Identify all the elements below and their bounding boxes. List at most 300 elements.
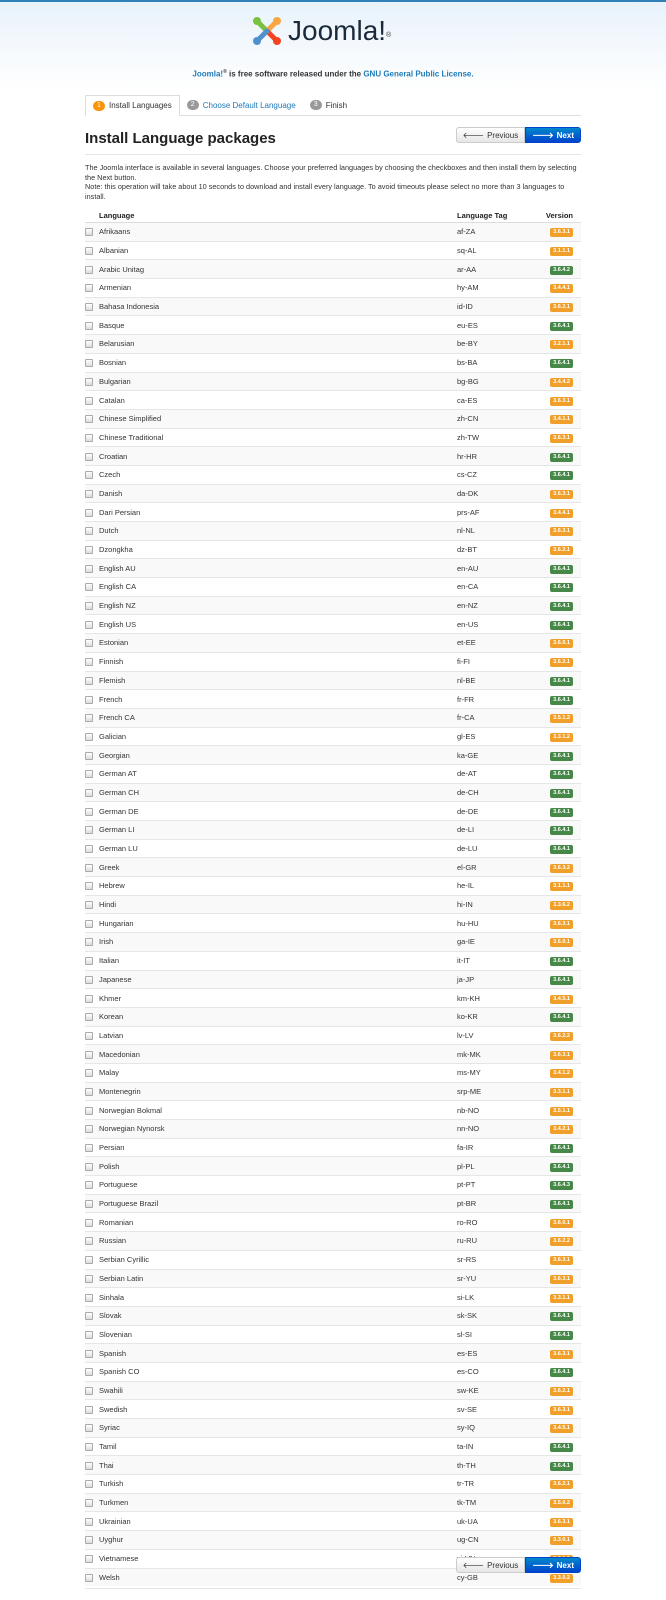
table-row [85,1007,581,1026]
language-name: Malay [99,1063,457,1082]
language-tag: fr-FR [457,690,529,709]
version-badge: 3.3.0.2 [550,1574,573,1583]
language-checkbox[interactable] [85,752,93,760]
table-row [85,783,581,802]
language-checkbox[interactable] [85,789,93,797]
language-tag: ca-ES [457,391,529,410]
table-row [85,428,581,447]
language-name: Polish [99,1157,457,1176]
language-checkbox[interactable] [85,995,93,1003]
table-row [85,409,581,428]
description [85,163,581,201]
bottom-nav [85,1557,581,1575]
language-name: Galician [99,727,457,746]
footer-divider [85,1588,581,1589]
table-row [85,391,581,410]
table-row [85,522,581,541]
language-checkbox[interactable] [85,583,93,591]
version-badge: 3.4.5.1 [550,995,573,1004]
language-checkbox[interactable] [85,303,93,311]
version-badge: 3.6.3.1 [550,527,573,536]
language-tag: mk-MK [457,1045,529,1064]
language-tag: hi-IN [457,895,529,914]
language-checkbox[interactable] [85,471,93,479]
language-name: English AU [99,559,457,578]
language-checkbox[interactable] [85,920,93,928]
language-checkbox[interactable] [85,434,93,442]
language-name: Hindi [99,895,457,914]
language-checkbox[interactable] [85,677,93,685]
tab-install-languages[interactable] [85,95,180,116]
table-row [85,652,581,671]
language-checkbox[interactable] [85,714,93,722]
language-checkbox[interactable] [85,509,93,517]
language-checkbox[interactable] [85,901,93,909]
version-badge: 3.6.4.1 [550,1013,573,1022]
header [0,2,666,90]
language-checkbox[interactable] [85,340,93,348]
table-row [85,634,581,653]
table-row [85,1400,581,1419]
tab-finish[interactable] [303,95,354,115]
language-tag: nl-NL [457,522,529,541]
language-name: Portuguese [99,1176,457,1195]
language-checkbox[interactable] [85,1219,93,1227]
language-checkbox[interactable] [85,1350,93,1358]
language-tag: zh-TW [457,428,529,447]
version-badge: 3.3.1.1 [550,1294,573,1303]
language-checkbox[interactable] [85,639,93,647]
title-row [85,120,581,154]
language-checkbox[interactable] [85,1518,93,1526]
language-checkbox[interactable] [85,228,93,236]
language-checkbox[interactable] [85,621,93,629]
table-row [85,989,581,1008]
version-badge: 3.4.4.1 [550,509,573,518]
language-name: Greek [99,858,457,877]
language-checkbox[interactable] [85,696,93,704]
language-tag: de-CH [457,783,529,802]
language-name: Uyghur [99,1531,457,1550]
language-tag: da-DK [457,484,529,503]
table-row [85,1194,581,1213]
version-badge: 3.6.4.1 [550,957,573,966]
language-tag: zh-CN [457,409,529,428]
version-badge: 3.6.4.1 [550,696,573,705]
language-tag: sr-YU [457,1269,529,1288]
tab-choose-default-language[interactable] [180,95,303,115]
version-badge: 3.3.0.1 [550,1536,573,1545]
language-name: French CA [99,708,457,727]
table-row [85,1213,581,1232]
language-name: Swedish [99,1400,457,1419]
language-checkbox[interactable] [85,322,93,330]
version-badge: 3.6.4.1 [550,677,573,686]
language-tag: hu-HU [457,914,529,933]
table-row [85,1306,581,1325]
description-text: The Joomla interface is available in several languages. Choose your preferred languages by choosing the checkboxes and then install them by selecting the Next button. [85,163,577,182]
version-badge: 3.6.4.1 [550,845,573,854]
version-badge: 3.6.0.1 [550,1219,573,1228]
step-number: 3 [310,100,322,110]
language-checkbox[interactable] [85,770,93,778]
table-row [85,802,581,821]
arrow-left-icon: 🡐 [462,1561,485,1570]
version-badge: 3.6.4.1 [550,471,573,480]
language-checkbox[interactable] [85,1256,93,1264]
version-badge: 3.1.1.1 [550,247,573,256]
language-name: Chinese Simplified [99,409,457,428]
language-tag: hy-AM [457,279,529,298]
language-checkbox[interactable] [85,1163,93,1171]
language-tag: fi-FI [457,652,529,671]
language-checkbox[interactable] [85,957,93,965]
version-badge: 3.5.1.2 [550,714,573,723]
table-row [85,260,581,279]
language-name: Persian [99,1138,457,1157]
table-row [85,1138,581,1157]
language-name: Korean [99,1007,457,1026]
language-name: Khmer [99,989,457,1008]
language-list [85,223,581,1587]
language-checkbox[interactable] [85,602,93,610]
language-name: Syriac [99,1419,457,1438]
language-tag: nb-NO [457,1101,529,1120]
language-name: Belarusian [99,335,457,354]
language-checkbox[interactable] [85,882,93,890]
language-checkbox[interactable] [85,1200,93,1208]
language-checkbox[interactable] [85,1144,93,1152]
language-checkbox[interactable] [85,1125,93,1133]
version-badge: 3.6.2.2 [550,1237,573,1246]
version-badge: 3.6.4.1 [550,826,573,835]
arrow-left-icon: 🡐 [462,131,485,140]
language-tag: de-AT [457,764,529,783]
version-badge: 3.6.0.1 [550,639,573,648]
language-checkbox[interactable] [85,1107,93,1115]
language-name: Italian [99,951,457,970]
next-button[interactable]: 🡒 Next [525,1557,581,1573]
language-checkbox[interactable] [85,1480,93,1488]
language-checkbox[interactable] [85,1013,93,1021]
table-row [85,1512,581,1531]
language-name: Turkish [99,1475,457,1494]
language-name: Norwegian Nynorsk [99,1120,457,1139]
language-checkbox[interactable] [85,1181,93,1189]
language-tag: de-LU [457,839,529,858]
table-row [85,1362,581,1381]
table-row [85,297,581,316]
version-badge: 3.6.2.2 [550,1032,573,1041]
table-header [85,209,581,223]
timeout-note: Note: this operation will take about 10 seconds to download and install every language. To avoid timeouts please select no more than 3 languages to install. [85,182,565,201]
language-name: Hebrew [99,877,457,896]
table-row [85,1344,581,1363]
language-tag: ru-RU [457,1232,529,1251]
table-row [85,615,581,634]
language-name: Flemish [99,671,457,690]
install-steps [85,95,581,116]
version-badge: 3.5.0.2 [550,1499,573,1508]
version-badge: 3.6.3.1 [550,1350,573,1359]
column-language-tag: Language Tag [457,209,529,223]
language-checkbox[interactable] [85,359,93,367]
joomla-link[interactable]: Joomla! [192,69,224,79]
license-text: is free software released under the [229,69,362,79]
table-row [85,970,581,989]
table-row [85,1045,581,1064]
language-name: Afrikaans [99,223,457,242]
table-row [85,821,581,840]
language-checkbox[interactable] [85,397,93,405]
version-badge: 3.6.3.1 [550,1256,573,1265]
language-tag: pl-PL [457,1157,529,1176]
version-badge: 3.4.5.1 [550,1424,573,1433]
language-tag: de-DE [457,802,529,821]
language-checkbox[interactable] [85,453,93,461]
language-checkbox[interactable] [85,826,93,834]
version-badge: 3.6.4.1 [550,565,573,574]
language-name: Welsh [99,1568,457,1586]
language-tag: ms-MY [457,1063,529,1082]
language-checkbox[interactable] [85,658,93,666]
language-tag: es-CO [457,1362,529,1381]
version-badge: 3.6.2.1 [550,1480,573,1489]
language-checkbox[interactable] [85,527,93,535]
license-notice: Joomla!® is free software released under the GNU General Public License. [192,69,474,79]
navigation-buttons-bottom [456,1557,581,1573]
language-name: Arabic Unitag [99,260,457,279]
language-checkbox[interactable] [85,733,93,741]
language-tag: en-US [457,615,529,634]
language-checkbox[interactable] [85,808,93,816]
table-row [85,1250,581,1269]
language-tag: hr-HR [457,447,529,466]
language-tag: tr-TR [457,1475,529,1494]
version-badge: 3.4.2.1 [550,1125,573,1134]
version-badge: 3.4.1.1 [550,415,573,424]
language-tag: cs-CZ [457,465,529,484]
version-badge: 3.6.0.1 [550,938,573,947]
table-row [85,1381,581,1400]
language-checkbox[interactable] [85,1574,93,1582]
language-name: Slovenian [99,1325,457,1344]
language-tag: bs-BA [457,353,529,372]
language-name: Spanish [99,1344,457,1363]
tab-label: Install Languages [109,101,172,110]
language-tag: fa-IR [457,1138,529,1157]
language-checkbox[interactable] [85,1406,93,1414]
language-name: Finnish [99,652,457,671]
language-name: German DE [99,802,457,821]
language-checkbox[interactable] [85,1368,93,1376]
version-badge: 3.6.4.1 [550,770,573,779]
language-name: German LI [99,821,457,840]
table-row [85,951,581,970]
language-checkbox[interactable] [85,1051,93,1059]
language-checkbox[interactable] [85,1387,93,1395]
version-badge: 3.6.4.1 [550,1462,573,1471]
language-tag: it-IT [457,951,529,970]
version-badge: 3.6.3.1 [550,1406,573,1415]
language-checkbox[interactable] [85,378,93,386]
language-name: Czech [99,465,457,484]
table-row [85,447,581,466]
language-checkbox[interactable] [85,1032,93,1040]
language-name: French [99,690,457,709]
language-tag: ka-GE [457,746,529,765]
language-name: Croatian [99,447,457,466]
language-checkbox[interactable] [85,938,93,946]
next-button[interactable]: 🡒 Next [525,127,581,143]
version-badge: 3.6.4.1 [550,1331,573,1340]
version-badge: 3.6.4.1 [550,1200,573,1209]
version-badge: 3.6.3.1 [550,920,573,929]
language-tag: sy-IQ [457,1419,529,1438]
previous-button[interactable]: 🡐 Previous [456,127,526,143]
table-row [85,279,581,298]
language-tag: sv-SE [457,1400,529,1419]
registered-mark: ® [386,31,392,39]
table-row [85,933,581,952]
version-badge: 3.6.4.1 [550,1163,573,1172]
version-badge: 3.6.3.1 [550,1275,573,1284]
version-badge: 3.6.4.1 [550,453,573,462]
language-tag: en-AU [457,559,529,578]
version-badge: 3.6.3.1 [550,228,573,237]
language-tag: fr-CA [457,708,529,727]
table-row [85,839,581,858]
version-badge: 3.6.4.2 [550,266,573,275]
language-checkbox[interactable] [85,1462,93,1470]
table-row [85,223,581,242]
language-tag: ko-KR [457,1007,529,1026]
table-row [85,503,581,522]
language-name: Hungarian [99,914,457,933]
version-badge: 3.6.4.1 [550,602,573,611]
language-checkbox[interactable] [85,1088,93,1096]
language-name: Norwegian Bokmal [99,1101,457,1120]
language-checkbox[interactable] [85,864,93,872]
previous-button[interactable]: 🡐 Previous [456,1557,526,1573]
table-row [85,727,581,746]
version-badge: 3.6.4.1 [550,1443,573,1452]
language-tag: en-NZ [457,596,529,615]
language-tag: ta-IN [457,1437,529,1456]
language-tag: es-ES [457,1344,529,1363]
table-row [85,335,581,354]
version-badge: 3.6.3.1 [550,1518,573,1527]
language-tag: en-CA [457,578,529,597]
language-table [85,209,581,1586]
language-tag: ja-JP [457,970,529,989]
version-badge: 3.6.2.1 [550,546,573,555]
language-checkbox[interactable] [85,266,93,274]
version-badge: 3.6.3.1 [550,490,573,499]
language-checkbox[interactable] [85,1443,93,1451]
language-checkbox[interactable] [85,845,93,853]
language-name: Basque [99,316,457,335]
language-name: English NZ [99,596,457,615]
table-row [85,1176,581,1195]
language-name: German AT [99,764,457,783]
version-badge: 3.6.4.1 [550,1312,573,1321]
language-tag: sq-AL [457,241,529,260]
table-row [85,1475,581,1494]
version-badge: 3.6.4.1 [550,322,573,331]
table-row [85,671,581,690]
language-name: Romanian [99,1213,457,1232]
language-name: Bulgarian [99,372,457,391]
language-checkbox[interactable] [85,1331,93,1339]
language-checkbox[interactable] [85,247,93,255]
column-version: Version [529,209,581,223]
table-row [85,1120,581,1139]
language-checkbox[interactable] [85,1312,93,1320]
language-checkbox[interactable] [85,565,93,573]
language-name: Serbian Cyrillic [99,1250,457,1269]
language-name: Bahasa Indonesia [99,297,457,316]
table-row [85,465,581,484]
language-tag: pt-BR [457,1194,529,1213]
version-badge: 3.6.3.2 [550,864,573,873]
version-badge: 3.6.3.1 [550,1051,573,1060]
language-name: Spanish CO [99,1362,457,1381]
language-tag: gl-ES [457,727,529,746]
language-name: Tamil [99,1437,457,1456]
language-name: Danish [99,484,457,503]
language-checkbox[interactable] [85,415,93,423]
language-checkbox[interactable] [85,1499,93,1507]
language-checkbox[interactable] [85,976,93,984]
table-row [85,690,581,709]
gpl-link[interactable]: GNU General Public License. [363,69,474,79]
language-checkbox[interactable] [85,1275,93,1283]
language-checkbox[interactable] [85,1294,93,1302]
language-tag: pt-PT [457,1176,529,1195]
language-checkbox[interactable] [85,1424,93,1432]
language-tag: af-ZA [457,223,529,242]
language-name: Estonian [99,634,457,653]
version-badge: 3.4.1.2 [550,1069,573,1078]
language-name: English CA [99,578,457,597]
language-tag: ga-IE [457,933,529,952]
table-row [85,241,581,260]
table-row [85,1288,581,1307]
install-languages-panel [85,95,581,1586]
version-badge: 3.6.4.1 [550,789,573,798]
language-checkbox[interactable] [85,1069,93,1077]
language-tag: lv-LV [457,1026,529,1045]
language-checkbox[interactable] [85,1237,93,1245]
joomla-logo [250,14,391,48]
language-checkbox[interactable] [85,546,93,554]
language-checkbox[interactable] [85,284,93,292]
page-title: Install Language packages [85,130,276,147]
language-name: English US [99,615,457,634]
language-tag: cy-GB [457,1568,529,1586]
version-badge: 3.2.1.1 [550,340,573,349]
language-name: Dari Persian [99,503,457,522]
table-row [85,1063,581,1082]
language-checkbox[interactable] [85,490,93,498]
language-tag: dz-BT [457,540,529,559]
language-checkbox[interactable] [85,1536,93,1544]
language-name: Japanese [99,970,457,989]
version-badge: 3.6.2.1 [550,658,573,667]
language-tag: prs-AF [457,503,529,522]
language-name: Portuguese Brazil [99,1194,457,1213]
